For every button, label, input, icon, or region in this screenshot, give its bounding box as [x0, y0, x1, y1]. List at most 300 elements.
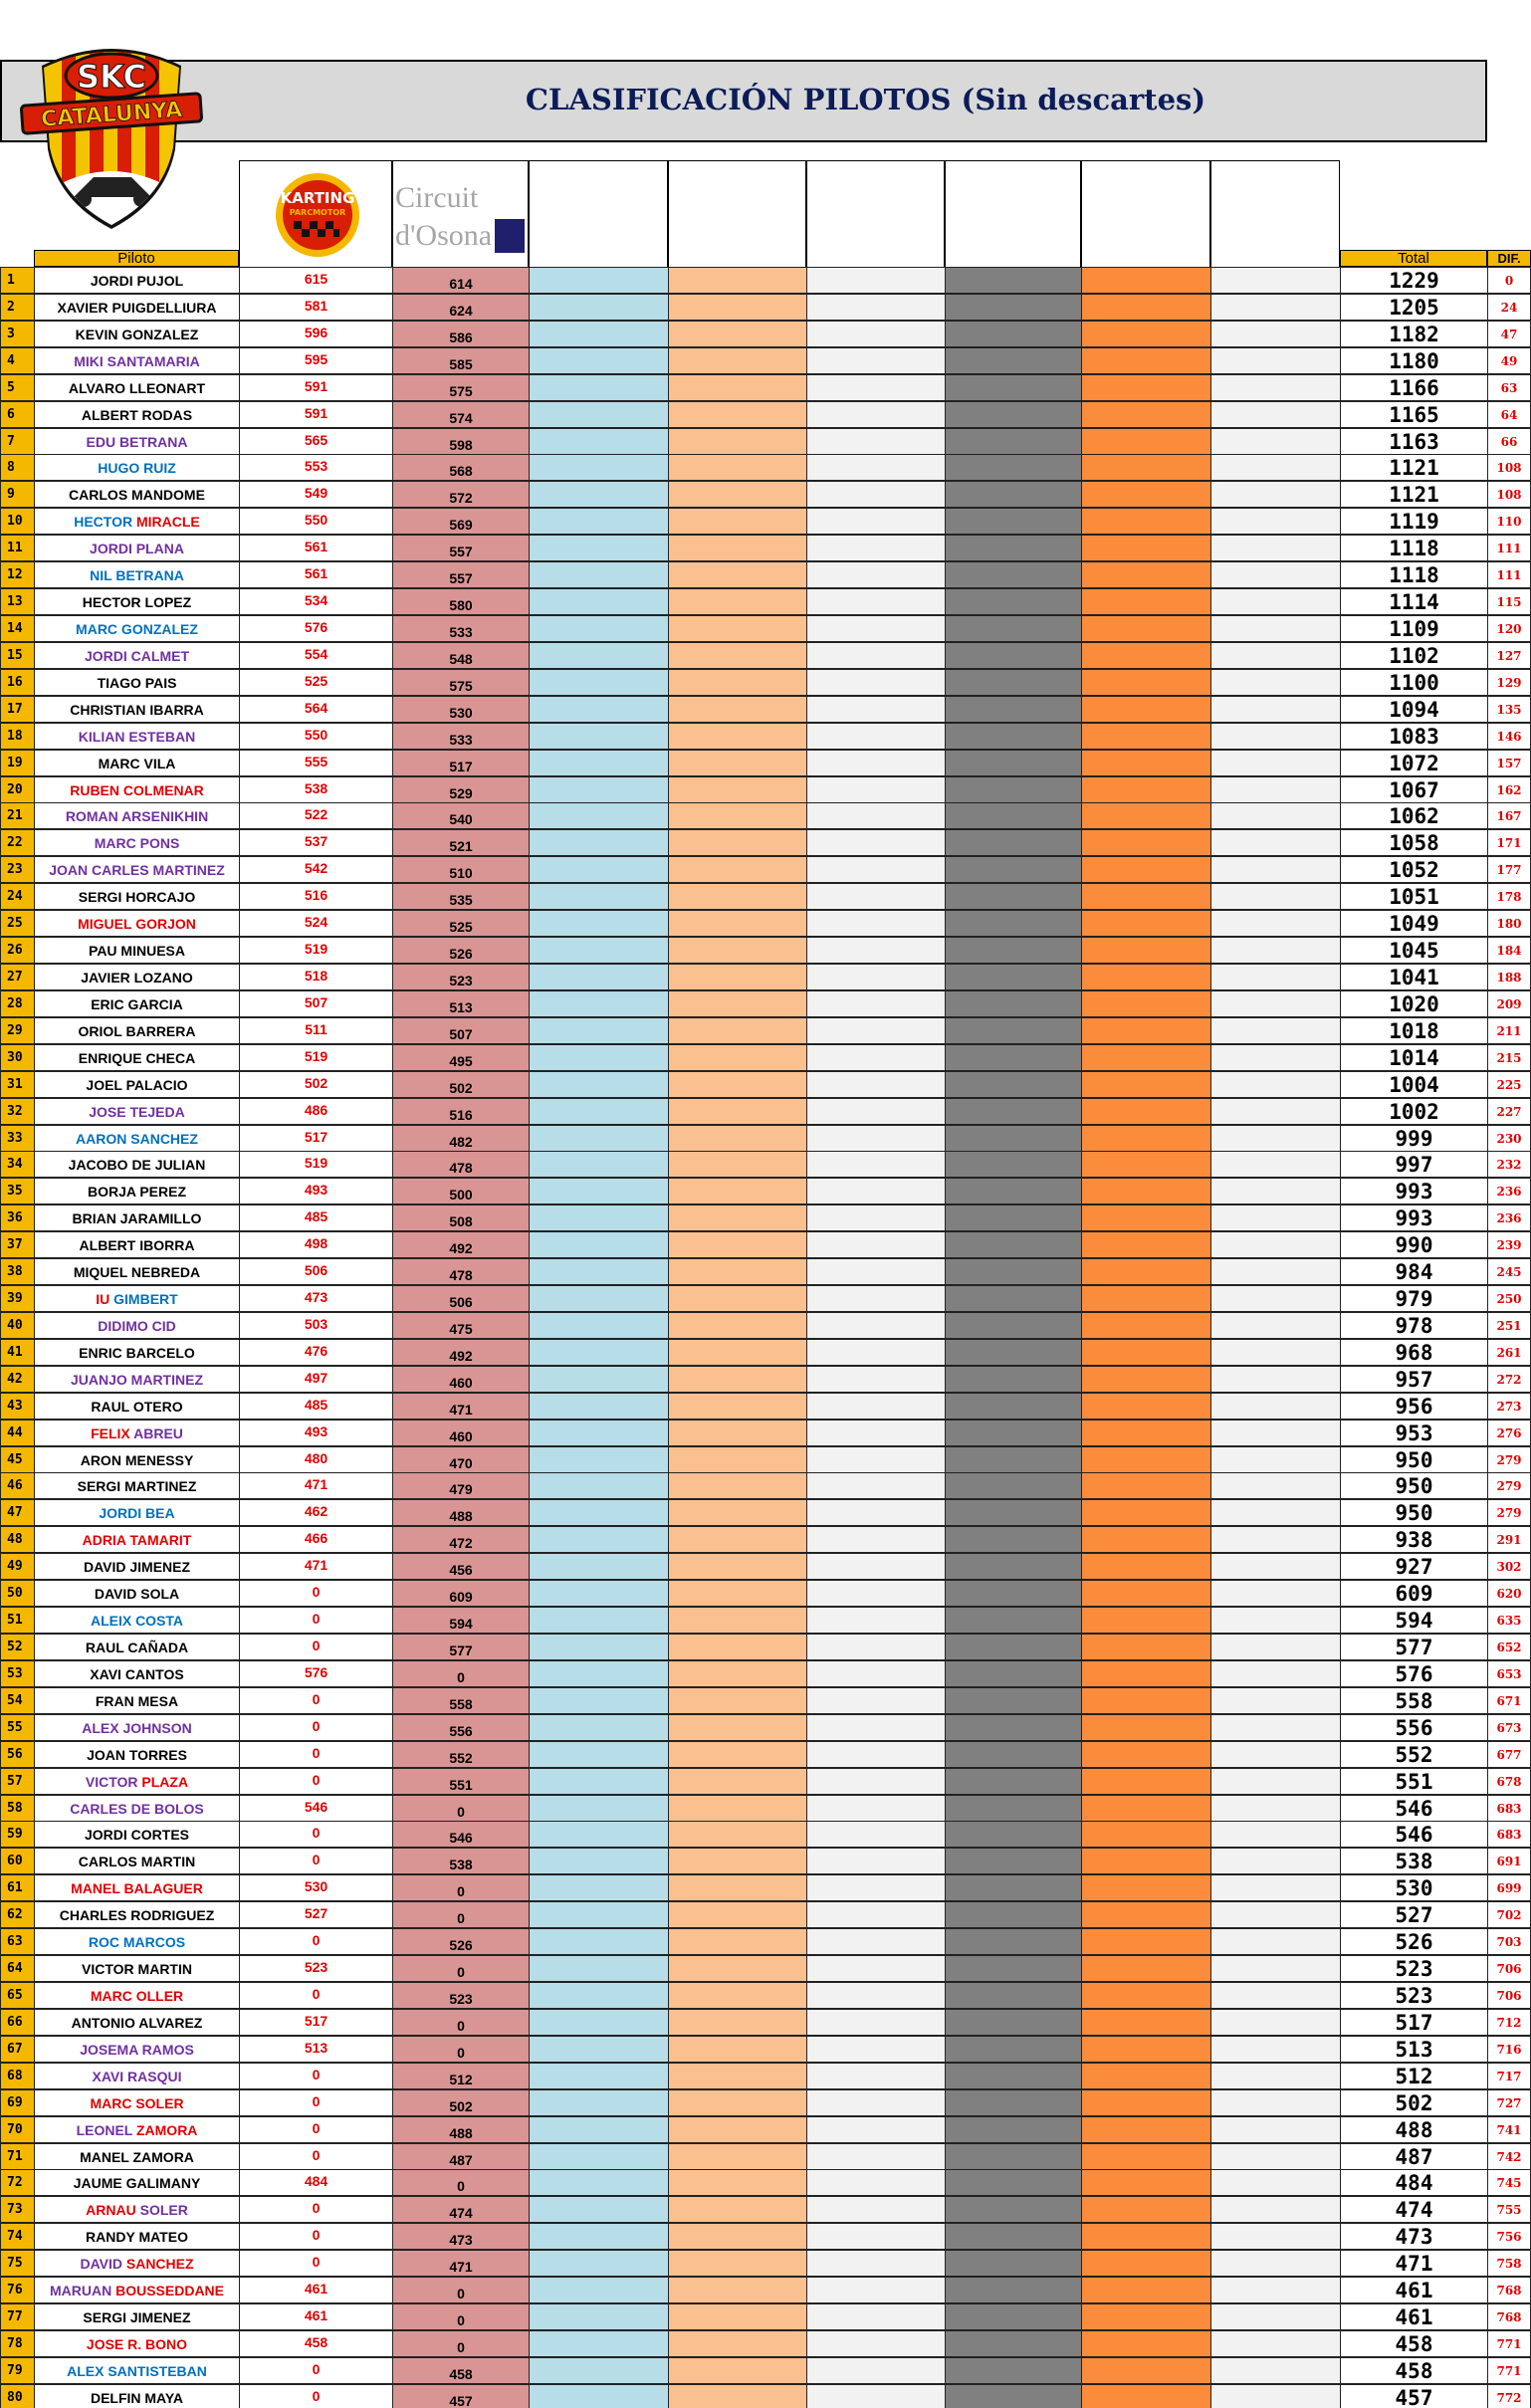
race-2-points: 492	[392, 1231, 529, 1258]
difference-points: 768	[1487, 2277, 1531, 2303]
race-5-points	[806, 588, 945, 615]
table-row	[0, 2250, 1531, 2277]
circuit-logo-text: Circuit	[395, 181, 479, 214]
race-7-points	[1081, 883, 1210, 910]
race-7-points	[1081, 2036, 1210, 2063]
total-points: 1051	[1340, 883, 1487, 910]
pilot-name-part: PLAZA	[141, 1773, 189, 1790]
total-points: 1182	[1340, 321, 1487, 347]
pilot-name-part: ENRIQUE CHECA	[78, 1049, 196, 1066]
race-1-points: 461	[239, 2277, 392, 2303]
race-2-points: 488	[392, 1499, 529, 1526]
table-row	[0, 1928, 1531, 1955]
race-4-points	[668, 1098, 806, 1125]
race-1-points: 519	[239, 1151, 392, 1178]
race-2-points: 516	[392, 1098, 529, 1125]
race-6-points	[945, 1714, 1081, 1741]
race-6-points	[945, 561, 1081, 588]
race-7-points	[1081, 2089, 1210, 2116]
position-cell: 11	[0, 535, 34, 561]
pilot-name-part: MARC PONS	[94, 835, 180, 852]
pilot-name-part: JORDI BEA	[99, 1505, 175, 1522]
race-6-points	[945, 2357, 1081, 2384]
pilot-name-cell	[34, 267, 239, 294]
position-cell: 72	[0, 2169, 34, 2196]
pilot-name-cell	[34, 669, 239, 696]
race-4-points	[668, 1285, 806, 1312]
total-points: 538	[1340, 1848, 1487, 1874]
race-3-points	[529, 2384, 668, 2408]
race-5-points	[806, 1821, 945, 1848]
race-8-points	[1210, 1420, 1340, 1446]
pilot-name-part: ROC MARCOS	[88, 1934, 186, 1951]
pilot-name-cell	[34, 1901, 239, 1928]
race-6-points	[945, 1634, 1081, 1660]
difference-points: 211	[1487, 1017, 1531, 1044]
race-8-points	[1210, 1231, 1340, 1258]
total-points: 527	[1340, 1901, 1487, 1928]
position-cell: 33	[0, 1125, 34, 1152]
race-6-points	[945, 1178, 1081, 1204]
difference-points: 63	[1487, 374, 1531, 401]
race-8-points	[1210, 428, 1340, 455]
table-row	[0, 856, 1531, 883]
position-cell: 27	[0, 964, 34, 990]
race-1-points: 0	[239, 2357, 392, 2384]
race-7-points	[1081, 1874, 1210, 1901]
total-points: 1058	[1340, 829, 1487, 856]
race-8-points	[1210, 1258, 1340, 1285]
race-4-points	[668, 776, 806, 803]
total-points: 1180	[1340, 347, 1487, 374]
table-row	[0, 1607, 1531, 1634]
race-8-points	[1210, 1607, 1340, 1634]
race-8-points	[1210, 2357, 1340, 2384]
pilot-name-part: SERGI HORCAJO	[78, 889, 196, 906]
race-2-points: 460	[392, 1366, 529, 1393]
pilot-name-part: KILIAN ESTEBAN	[78, 728, 196, 745]
total-points: 1121	[1340, 454, 1487, 481]
difference-points: 653	[1487, 1660, 1531, 1687]
race-1-points: 485	[239, 1204, 392, 1231]
position-cell: 80	[0, 2384, 34, 2408]
difference-points: 717	[1487, 2063, 1531, 2089]
race-8-points	[1210, 776, 1340, 803]
pilot-name-part: MARC OLLER	[90, 1988, 184, 2004]
position-cell: 70	[0, 2116, 34, 2143]
race-1-points: 534	[239, 588, 392, 615]
position-cell: 74	[0, 2223, 34, 2250]
table-row	[0, 1768, 1531, 1795]
race-8-points	[1210, 1178, 1340, 1204]
race-6-points	[945, 750, 1081, 776]
race-1-points: 519	[239, 937, 392, 964]
pilot-name-part: MIKI SANTAMARIA	[74, 352, 200, 369]
race-8-points	[1210, 2169, 1340, 2196]
race-4-points	[668, 2357, 806, 2384]
position-cell: 34	[0, 1151, 34, 1178]
race-4-points	[668, 588, 806, 615]
total-points: 609	[1340, 1580, 1487, 1607]
race-2-points: 0	[392, 1874, 529, 1901]
race-5-points	[806, 1607, 945, 1634]
race-1-points: 517	[239, 1125, 392, 1152]
difference-points: 678	[1487, 1768, 1531, 1795]
position-cell: 4	[0, 347, 34, 374]
total-points: 487	[1340, 2143, 1487, 2170]
pilot-name-cell	[34, 2303, 239, 2330]
race-4-points	[668, 561, 806, 588]
race-6-points	[945, 454, 1081, 481]
race-7-points	[1081, 856, 1210, 883]
race-2-points: 479	[392, 1472, 529, 1499]
race-2-points: 526	[392, 1928, 529, 1955]
race-2-points: 0	[392, 2303, 529, 2330]
pilot-name-part: MARC GONZALEZ	[76, 620, 198, 637]
race-3-points	[529, 1499, 668, 1526]
pilot-name-part: HUGO RUIZ	[98, 460, 176, 477]
position-cell: 47	[0, 1499, 34, 1526]
difference-points: 273	[1487, 1393, 1531, 1420]
race-6-points	[945, 1125, 1081, 1152]
race-6-points	[945, 776, 1081, 803]
pilot-name-cell	[34, 2063, 239, 2089]
table-row	[0, 1982, 1531, 2009]
race-7-points	[1081, 1982, 1210, 2009]
total-points: 546	[1340, 1795, 1487, 1822]
race-6-points	[945, 1821, 1081, 1848]
race-4-points	[668, 1848, 806, 1874]
race-8-points	[1210, 1795, 1340, 1822]
race-6-points	[945, 1044, 1081, 1071]
position-cell: 58	[0, 1795, 34, 1822]
position-cell: 51	[0, 1607, 34, 1634]
race-1-points: 0	[239, 2384, 392, 2408]
table-row	[0, 1071, 1531, 1098]
pilot-name-part: ALBERT IBORRA	[79, 1237, 195, 1254]
race-2-points: 609	[392, 1580, 529, 1607]
pilot-name-cell	[34, 2143, 239, 2170]
total-points: 1109	[1340, 615, 1487, 642]
pilot-name-part: LEONEL	[76, 2121, 136, 2138]
position-cell: 62	[0, 1901, 34, 1928]
total-points: 978	[1340, 1312, 1487, 1339]
difference-points: 177	[1487, 856, 1531, 883]
race-8-points	[1210, 454, 1340, 481]
race-3-points	[529, 669, 668, 696]
table-row	[0, 2116, 1531, 2143]
pilot-name-cell	[34, 1660, 239, 1687]
table-row	[0, 669, 1531, 696]
race-5-points	[806, 1955, 945, 1982]
difference-points: 209	[1487, 990, 1531, 1017]
difference-points: 673	[1487, 1714, 1531, 1741]
pilot-name-cell	[34, 2277, 239, 2303]
race-2-points: 586	[392, 321, 529, 347]
pilot-name-part: VICTOR	[85, 1773, 142, 1790]
table-row	[0, 1955, 1531, 1982]
race-7-points	[1081, 1768, 1210, 1795]
race-5-points	[806, 1151, 945, 1178]
pilot-name-part: JUANJO MARTINEZ	[70, 1371, 203, 1388]
race-1-points: 0	[239, 1634, 392, 1660]
difference-points: 279	[1487, 1446, 1531, 1473]
difference-points: 683	[1487, 1795, 1531, 1822]
race-1-points: 462	[239, 1499, 392, 1526]
race-2-points: 456	[392, 1553, 529, 1580]
race-6-points	[945, 1553, 1081, 1580]
race-3-points	[529, 1526, 668, 1553]
total-points: 1121	[1340, 481, 1487, 508]
pilot-name-cell	[34, 1687, 239, 1714]
race-1-points: 519	[239, 1044, 392, 1071]
race-6-points	[945, 1393, 1081, 1420]
race-3-points	[529, 1312, 668, 1339]
race-8-points	[1210, 2223, 1340, 2250]
race-5-points	[806, 1366, 945, 1393]
pilot-name-cell	[34, 1446, 239, 1473]
table-row	[0, 1044, 1531, 1071]
pilot-name-part: JORDI CORTES	[84, 1827, 189, 1844]
pilot-name-part: MARC VILA	[98, 755, 176, 771]
race-5-points	[806, 1017, 945, 1044]
race-7-points	[1081, 1339, 1210, 1366]
race-1-points: 513	[239, 2036, 392, 2063]
race-2-points: 548	[392, 642, 529, 669]
race-8-points	[1210, 2089, 1340, 2116]
pilot-name-part: ARNAU	[86, 2202, 140, 2219]
race-4-points	[668, 696, 806, 723]
race-4-points	[668, 1553, 806, 1580]
race-7-points	[1081, 937, 1210, 964]
race-7-points	[1081, 1446, 1210, 1473]
race-7-points	[1081, 1125, 1210, 1152]
race-4-points	[668, 1607, 806, 1634]
total-points: 457	[1340, 2384, 1487, 2408]
table-row	[0, 1874, 1531, 1901]
race-3-points	[529, 1741, 668, 1768]
race-1-points: 561	[239, 561, 392, 588]
race-3-points	[529, 2223, 668, 2250]
difference-points: 250	[1487, 1285, 1531, 1312]
race-8-points	[1210, 2063, 1340, 2089]
position-cell: 3	[0, 321, 34, 347]
race-2-points: 474	[392, 2196, 529, 2223]
race-6-points	[945, 883, 1081, 910]
race-4-points	[668, 428, 806, 455]
difference-points: 0	[1487, 267, 1531, 294]
race-1-points: 0	[239, 1848, 392, 1874]
race-4-points	[668, 750, 806, 776]
position-cell: 46	[0, 1472, 34, 1499]
pilot-name-part: ENRIC BARCELO	[79, 1344, 195, 1361]
race-8-points	[1210, 401, 1340, 428]
pilot-name-part: IU	[96, 1291, 114, 1308]
race-6-points	[945, 2384, 1081, 2408]
race-3-points	[529, 937, 668, 964]
difference-points: 703	[1487, 1928, 1531, 1955]
pilot-name-cell	[34, 615, 239, 642]
race-2-points: 502	[392, 1071, 529, 1098]
race-4-points	[668, 454, 806, 481]
table-row	[0, 2384, 1531, 2408]
position-cell: 66	[0, 2009, 34, 2036]
race-3-points	[529, 1821, 668, 1848]
position-cell: 24	[0, 883, 34, 910]
race-5-points	[806, 2089, 945, 2116]
race-2-points: 488	[392, 2116, 529, 2143]
pilot-name-part: VICTOR MARTIN	[82, 1961, 192, 1978]
table-row	[0, 267, 1531, 294]
race-7-points	[1081, 669, 1210, 696]
pilot-name-part: MIRACLE	[135, 514, 200, 531]
position-cell: 65	[0, 1982, 34, 2009]
race-1-points: 561	[239, 535, 392, 561]
race-7-points	[1081, 2063, 1210, 2089]
total-points: 993	[1340, 1178, 1487, 1204]
difference-points: 620	[1487, 1580, 1531, 1607]
pilot-name-part: SERGI MARTINEZ	[77, 1478, 197, 1495]
race-8-points	[1210, 1017, 1340, 1044]
position-cell: 22	[0, 829, 34, 856]
race-3-points	[529, 508, 668, 535]
position-cell: 5	[0, 374, 34, 401]
race-7-points	[1081, 1660, 1210, 1687]
race-7-points	[1081, 535, 1210, 561]
position-cell: 32	[0, 1098, 34, 1125]
table-row	[0, 1526, 1531, 1553]
race-8-points	[1210, 1499, 1340, 1526]
race-1-points: 576	[239, 1660, 392, 1687]
race-6-points	[945, 1017, 1081, 1044]
pilot-name-cell	[34, 642, 239, 669]
pilot-name-cell	[34, 1634, 239, 1660]
race-4-points	[668, 1901, 806, 1928]
pilot-name-part: CHRISTIAN IBARRA	[70, 701, 204, 718]
race-4-points	[668, 964, 806, 990]
difference-points: 108	[1487, 481, 1531, 508]
race-5-points	[806, 401, 945, 428]
table-row	[0, 1687, 1531, 1714]
pilot-name-part: PAU MINUESA	[89, 943, 185, 960]
race-7-points	[1081, 1231, 1210, 1258]
race-4-points	[668, 2063, 806, 2089]
race-2-points: 526	[392, 937, 529, 964]
pilot-name-part: BRIAN JARAMILLO	[72, 1210, 202, 1227]
race-5-points	[806, 2116, 945, 2143]
race-5-points	[806, 1741, 945, 1768]
race-2-points: 558	[392, 1687, 529, 1714]
race-1-points: 553	[239, 454, 392, 481]
position-cell: 45	[0, 1446, 34, 1473]
race-7-points	[1081, 454, 1210, 481]
race-6-points	[945, 1955, 1081, 1982]
race-7-points	[1081, 1178, 1210, 1204]
race-1-points: 0	[239, 1928, 392, 1955]
race-7-points	[1081, 642, 1210, 669]
pilot-name-cell	[34, 1125, 239, 1152]
race-8-points	[1210, 588, 1340, 615]
race-4-points	[668, 1982, 806, 2009]
race-7-points	[1081, 1151, 1210, 1178]
total-points: 938	[1340, 1526, 1487, 1553]
race-8-points	[1210, 561, 1340, 588]
race-4-points	[668, 1580, 806, 1607]
pilot-name-part: ALVARO LLEONART	[68, 379, 206, 396]
race-1-points: 537	[239, 829, 392, 856]
race-1-points: 0	[239, 1714, 392, 1741]
difference-points: 768	[1487, 2303, 1531, 2330]
race-3-points	[529, 561, 668, 588]
race-8-points	[1210, 1928, 1340, 1955]
pilot-name-part: DAVID	[80, 2256, 126, 2273]
table-row	[0, 2303, 1531, 2330]
position-cell: 69	[0, 2089, 34, 2116]
pilot-name-part: FRAN MESA	[95, 1692, 179, 1709]
total-points: 484	[1340, 2169, 1487, 2196]
race-5-points	[806, 1258, 945, 1285]
race-5-points	[806, 1393, 945, 1420]
table-row	[0, 750, 1531, 776]
total-points: 512	[1340, 2063, 1487, 2089]
race-1-points: 522	[239, 802, 392, 829]
race-2-points: 0	[392, 1955, 529, 1982]
race-4-points	[668, 802, 806, 829]
race-7-points	[1081, 2303, 1210, 2330]
table-row	[0, 1285, 1531, 1312]
table-row	[0, 2223, 1531, 2250]
total-points: 458	[1340, 2330, 1487, 2357]
race-1-points: 0	[239, 2116, 392, 2143]
total-points: 458	[1340, 2357, 1487, 2384]
position-cell: 41	[0, 1339, 34, 1366]
total-points: 1119	[1340, 508, 1487, 535]
race-7-points	[1081, 1204, 1210, 1231]
table-row	[0, 561, 1531, 588]
karting-parcmotor-logo	[274, 171, 361, 259]
race-8-points	[1210, 1044, 1340, 1071]
race-1-points: 516	[239, 883, 392, 910]
race-6-points	[945, 1660, 1081, 1687]
race-4-points	[668, 2330, 806, 2357]
pilot-name-part: NIL BETRANA	[90, 567, 184, 584]
race-3-points	[529, 2250, 668, 2277]
dif-column-header: DIF.	[1487, 250, 1531, 267]
race-7-points	[1081, 2196, 1210, 2223]
race-4-points	[668, 2089, 806, 2116]
race-4-points	[668, 294, 806, 321]
table-row	[0, 937, 1531, 964]
total-points: 968	[1340, 1339, 1487, 1366]
difference-points: 245	[1487, 1258, 1531, 1285]
race-1-points: 461	[239, 2303, 392, 2330]
race-2-points: 568	[392, 454, 529, 481]
race-7-points	[1081, 561, 1210, 588]
total-points: 594	[1340, 1607, 1487, 1634]
pilot-name-cell	[34, 1553, 239, 1580]
total-points: 1018	[1340, 1017, 1487, 1044]
pilot-name-cell	[34, 1795, 239, 1822]
difference-points: 236	[1487, 1204, 1531, 1231]
race-3-points	[529, 2169, 668, 2196]
race-3-points	[529, 723, 668, 750]
race-3-points	[529, 1714, 668, 1741]
race-6-points	[945, 1768, 1081, 1795]
position-cell: 8	[0, 454, 34, 481]
race-4-points	[668, 2196, 806, 2223]
standings-table	[0, 267, 1531, 2408]
race-1-points: 502	[239, 1071, 392, 1098]
